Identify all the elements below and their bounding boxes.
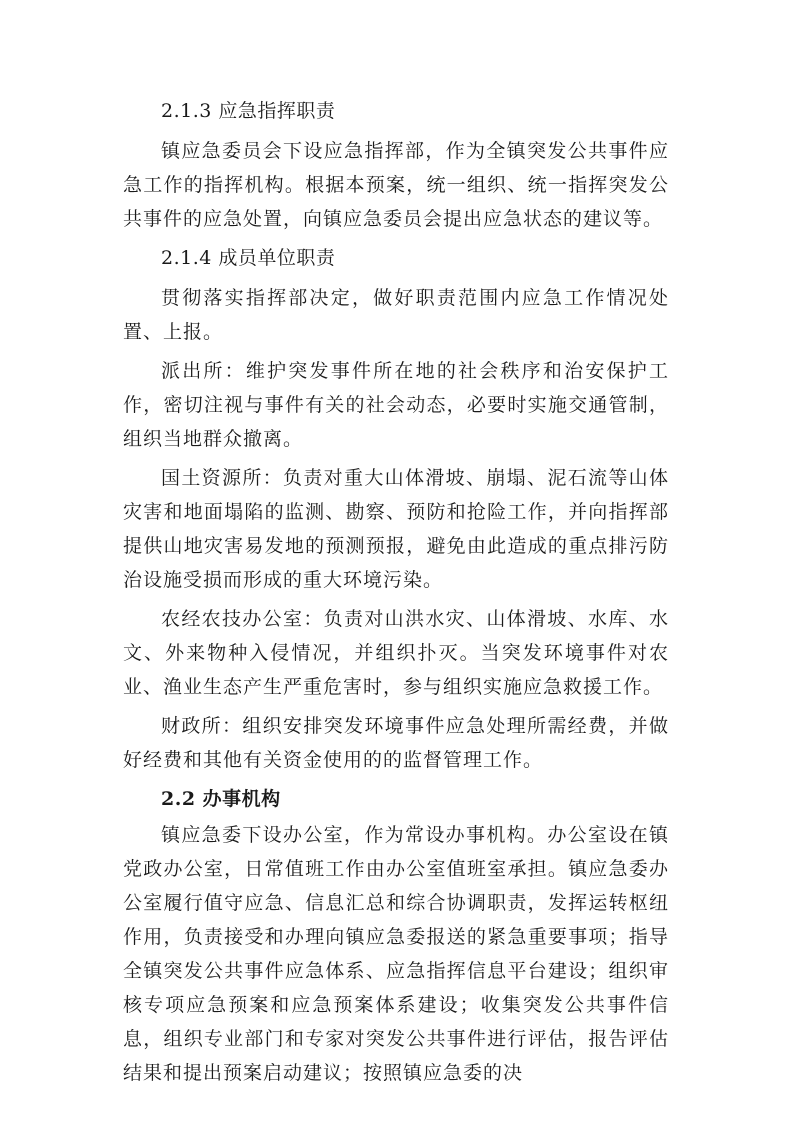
paragraph-land-resources: 国土资源所：负责对重大山体滑坡、崩塌、泥石流等山体灾害和地面塌陷的监测、勘察、预防和抢险工作，并向指挥部提供山地灾害易发地的预测预报，避免由此造成的重点排污防治设施受损而形成的重大环境污染。 xyxy=(123,467,669,591)
paragraph-agriculture-office: 农经农技办公室：负责对山洪水灾、山体滑坡、水库、水文、外来物种入侵情况，并组织扑灭。当突发环境事件对农业、渔业生态产生严重危害时，参与组织实施应急救援工作。 xyxy=(123,608,669,698)
paragraph-member-duties: 贯彻落实指挥部决定，做好职责范围内应急工作情况处置、上报。 xyxy=(123,287,669,343)
paragraph-finance-office: 财政所：组织安排突发环境事件应急处理所需经费，并做好经费和其他有关资金使用的的监督管理工作。 xyxy=(123,715,669,771)
paragraph-command-duties: 镇应急委员会下设应急指挥部，作为全镇突发公共事件应急工作的指挥机构。根据本预案，统一组织、统一指挥突发公共事件的应急处置，向镇应急委员会提出应急状态的建议等。 xyxy=(123,140,669,230)
section-heading-2-1-4: 2.1.4 成员单位职责 xyxy=(161,247,336,269)
document-body xyxy=(123,94,669,1094)
section-heading-2-2: 2.2 办事机构 xyxy=(161,788,281,810)
paragraph-police-station: 派出所：维护突发事件所在地的社会秩序和治安保护工作，密切注视与事件有关的社会动态，必要时实施交通管制，组织当地群众撤离。 xyxy=(123,360,669,450)
paragraph-office-agency: 镇应急委下设办公室，作为常设办事机构。办公室设在镇党政办公室，日常值班工作由办公室值班室承担。镇应急委办公室履行值守应急、信息汇总和综合协调职责，发挥运转枢纽作用，负责接受和办理向镇应急委报送的紧急重要事项；指导全镇突发公共事件应急体系、应急指挥信息平台建设；组织审核专项应急预案和应急预案体系建设；收集突发公共事件信息，组织专业部门和专家对突发公共事件进行评估，报告评估结果和提出预案启动建议；按照镇应急委的决 xyxy=(123,824,669,1084)
section-heading-2-1-3: 2.1.3 应急指挥职责 xyxy=(161,100,336,122)
